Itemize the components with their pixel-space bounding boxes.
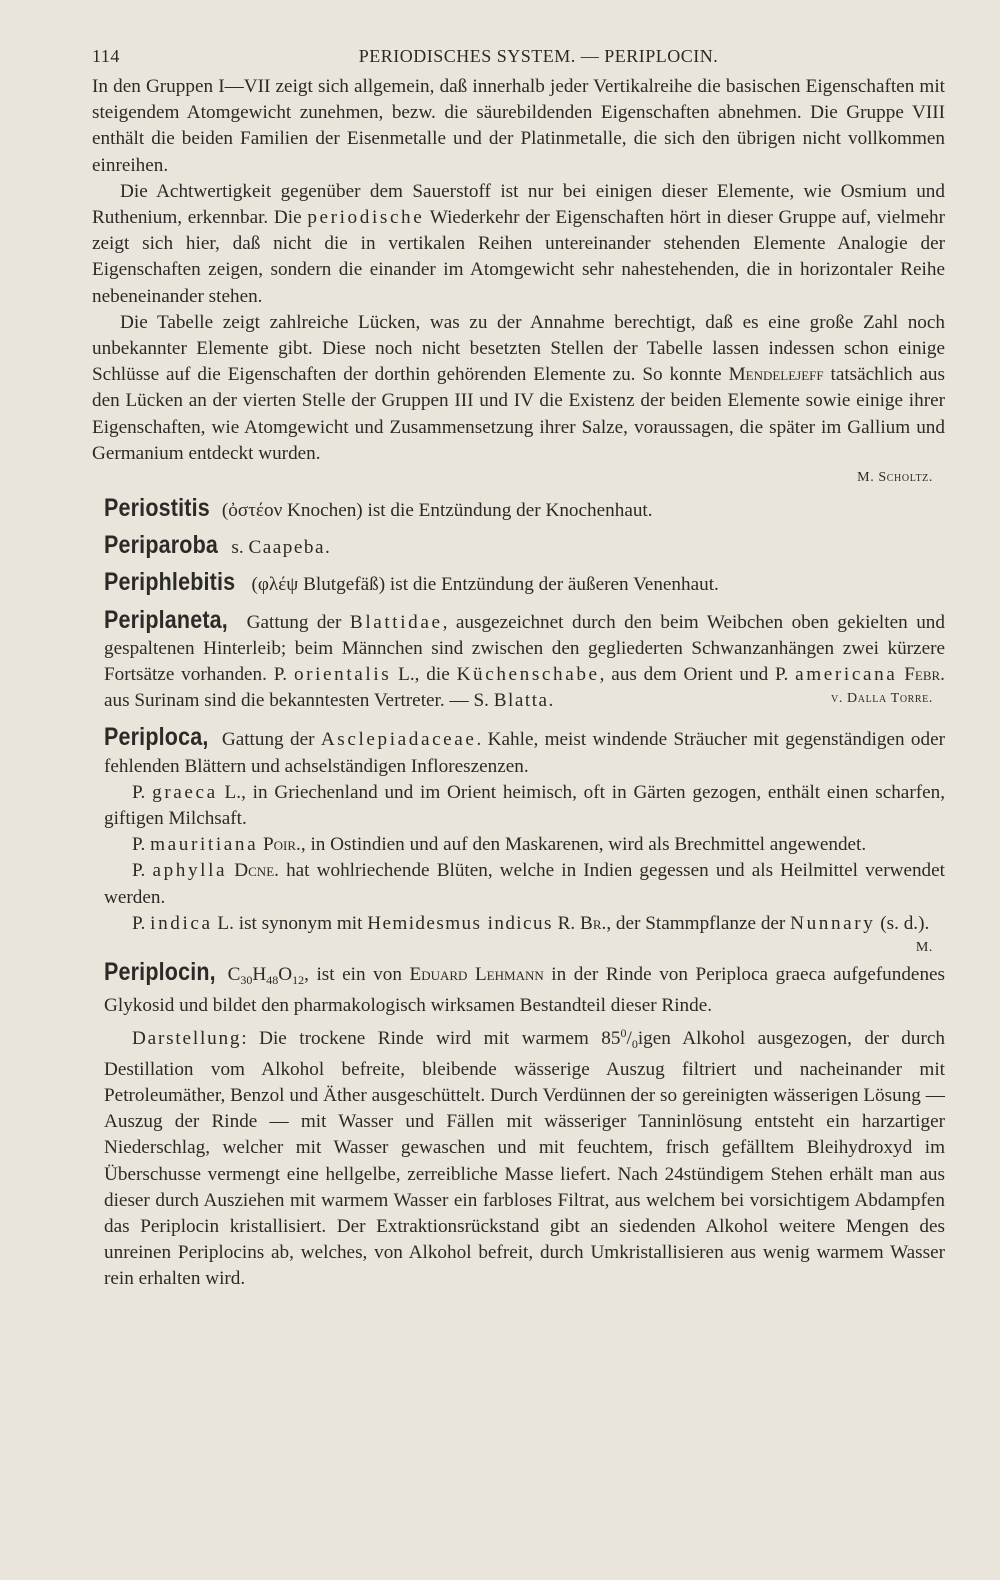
genus-abbrev: P. bbox=[132, 781, 153, 803]
text-run: Gattung der bbox=[215, 729, 321, 751]
running-title: PERIODISCHES SYSTEM. — PERIPLOCIN. bbox=[358, 46, 719, 66]
text-run: in der Rinde von Periploca graeca aufgefundenes Glykosid und bildet den pharmakologisch wirksamen Bestandteil dieser Rinde. bbox=[104, 964, 946, 1017]
text-run: Die Tabelle zeigt zahlreiche Lücken, was zu der Annahme berechtigt, daß es eine große Zahl noch unbekannter Elemente gibt. Diese noch nicht besetzten Stellen der Tabelle lassen indessen schon einige Schlüsse auf die Eigenschaften der dorthin gehörenden Elemente zu. So konnte bbox=[92, 311, 945, 386]
periploca-aphylla bbox=[92, 858, 945, 910]
periploca-graeca bbox=[92, 780, 945, 832]
genus-abbrev: P. bbox=[132, 834, 151, 856]
text-run: aus Surinam sind die bekanntesten Vertreter. — S. bbox=[104, 690, 494, 712]
text-run: . Kahle, meist windende Sträucher mit gegenständigen oder fehlenden Blättern und achselständigen Infloreszenzen. bbox=[104, 729, 945, 777]
periploca-mauritiana bbox=[92, 832, 945, 858]
headword: Periphlebitis bbox=[104, 568, 236, 597]
cross-reference: Nunnary bbox=[790, 912, 876, 934]
formula-element: H bbox=[252, 964, 267, 986]
formula-subscript: 48 bbox=[266, 973, 279, 988]
formula-subscript: 12 bbox=[292, 973, 305, 988]
text-run: Gattung der bbox=[238, 611, 350, 633]
text-run: , aus dem Orient und P. bbox=[599, 664, 796, 686]
author-name: Mendelejeff bbox=[728, 364, 824, 386]
spaced-term: periodische bbox=[307, 207, 425, 229]
text-run: , in Ostindien und auf den Maskarenen, wird als Brechmittel angewendet. bbox=[300, 834, 867, 856]
text-run: L., die bbox=[391, 664, 457, 686]
text-run: , ausgezeichnet durch den beim Weibchen oben gekielten und gespaltenen Hinterleib; beim Männchen sind zwischen den gegliederten Schwanzanhängen zwei kürzere Fortsätze vorhanden. P. bbox=[104, 611, 945, 686]
periplocin-darstellung bbox=[92, 1020, 945, 1293]
genus-abbrev: P. bbox=[132, 912, 151, 934]
common-name: Küchenschabe bbox=[456, 664, 600, 686]
author-abbrev: Br. bbox=[580, 912, 607, 934]
entry-periplaneta bbox=[92, 607, 945, 715]
percent-sub: 0 bbox=[631, 1036, 638, 1051]
headword: Periplaneta, bbox=[104, 605, 228, 634]
species-name: orientalis bbox=[293, 664, 392, 686]
intro-paragraph-1: In den Gruppen I—VII zeigt sich allgemein, daß innerhalb jeder Vertikalreihe die basischen Eigenschaften mit steigendem Atomgewicht zunehmen, bezw. die säurebildenden Eigenschaften abnehmen. Die Gruppe VIII enthält die beiden Familien der Eisenmetalle und der Platinmetalle, die sich den übrigen nicht vollkommen einreihen. bbox=[92, 76, 945, 176]
species-name: americana bbox=[795, 664, 898, 686]
page-header bbox=[92, 34, 945, 64]
entry-periploca bbox=[92, 724, 945, 779]
entry-periparoba bbox=[92, 532, 945, 561]
author-abbrev: Febr. bbox=[904, 664, 945, 686]
section-label: Darstellung bbox=[132, 1027, 242, 1049]
headword: Periparoba bbox=[104, 531, 219, 560]
family-name: Blattidae bbox=[349, 611, 443, 633]
text-run: : Die trockene Rinde wird mit warmem 85 bbox=[241, 1027, 621, 1049]
text-run: tatsächlich aus den Lücken an der vierten Stelle der Gruppen III und IV die Existenz der beiden Elemente sowie einige ihrer Eigenschaften, wie Atomgewicht und Zusammensetzung ihrer Salze, voraussagen, die später im Gallium und Germanium entdeckt wurden. bbox=[92, 364, 945, 464]
page-body bbox=[92, 74, 945, 1293]
periploca-indica bbox=[92, 911, 945, 956]
percent-slash: / bbox=[626, 1027, 632, 1049]
author-abbrev: Poir. bbox=[262, 834, 301, 856]
author-name: Eduard Lehmann bbox=[409, 964, 544, 986]
text-run: Wiederkehr der Eigenschaften hört in dieser Gruppe auf, vielmehr zeigt sich hier, daß nicht die in vertikalen Reihen untereinander stehenden Elemente Analogie der Eigenschaften zeigen, sondern die einander im Atomgewicht sehr nahestehenden, die in horizontaler Reihe nebeneinander stehen. bbox=[92, 207, 945, 307]
formula-element: O bbox=[278, 964, 293, 986]
text-run: (s. d.). bbox=[875, 912, 930, 934]
cross-reference: Caapeba. bbox=[248, 537, 332, 559]
text-run: igen Alkohol ausgezogen, der durch Destillation vom Alkohol befreite, bleibende wässerige Auszug filtriert und nacheinander mit Petroleumäther, Benzol und Äther ausgeschüttelt. Durch Verdünnen der so gereinigten wässerigen Lösung — Auszug der Rinde — mit Wasser und Fällen mit wässeriger Tanninlösung entsteht ein harzartiger Niederschlag, welcher mit Wasser gewaschen und mit feuchtem, frisch gefälltem Bleihydroxyd im Überschusse vermengt eine hellgelbe, zerreibliche Masse liefert. Nach 24stündigem Stehen erhält man aus dieser durch Ausziehen mit warmem Wasser ein farbloses Filtrat, aus welchem bei vorsichtigem Abdampfen das Periplocin kristallisiert. Der Extraktionsrückstand gibt an siedenden Alkohol weitere Mengen des unreinen Periplocins ab, welches, von Alkohol befreit, durch Umkristallisieren aus wenig warmem Wasser rein erhalten wird. bbox=[104, 1027, 945, 1290]
signature-scholtz: M. Scholtz. bbox=[857, 470, 933, 486]
entry-text: (ὀστέον Knochen) ist die Entzündung der Knochenhaut. bbox=[217, 500, 653, 522]
text-run: , der Stammpflanze der bbox=[606, 912, 791, 934]
text-run: hat wohlriechende Blüten, welche in Indien gegessen und als Heilmittel verwendet werden. bbox=[104, 860, 945, 908]
formula-element: C bbox=[227, 964, 241, 986]
species-name: mauritiana bbox=[150, 834, 259, 856]
text-run: Die Achtwertigkeit gegenüber dem Sauerstoff ist nur bei einigen dieser Elemente, wie Osmium und Ruthenium, erkennbar. Die bbox=[92, 180, 945, 229]
family-name: Asclepiadaceae bbox=[320, 729, 477, 751]
species-name: aphylla bbox=[152, 860, 228, 882]
signature-m: M. bbox=[915, 940, 933, 956]
text-run: R. bbox=[552, 912, 581, 934]
signature-dalla-torre: v. Dalla Torre. bbox=[831, 691, 933, 707]
intro-paragraph-2 bbox=[92, 179, 945, 310]
chemical-formula bbox=[227, 964, 305, 988]
text-run: , ist ein von bbox=[304, 964, 410, 986]
page-number: 114 bbox=[92, 46, 120, 66]
genus-abbrev: P. bbox=[132, 860, 153, 882]
synonym-name: Hemidesmus indicus bbox=[367, 912, 553, 934]
intro-paragraph-3 bbox=[92, 310, 945, 467]
entry-periplocin bbox=[92, 959, 945, 1019]
text-run: L. ist synonym mit bbox=[212, 912, 368, 934]
author-abbrev: Dcne. bbox=[234, 860, 279, 882]
headword: Periostitis bbox=[104, 494, 210, 523]
species-name: indica bbox=[150, 912, 213, 934]
formula-subscript: 30 bbox=[240, 973, 253, 988]
text-run: L., in Griechenland und im Orient heimisch, oft in Gärten gezogen, enthält einen scharfen, giftigen Milchsaft. bbox=[104, 781, 946, 830]
entry-periostitis bbox=[92, 495, 945, 524]
entry-text: (φλέψ Blutgefäß) ist die Entzündung der äußeren Venenhaut. bbox=[246, 574, 719, 596]
headword: Periploca, bbox=[104, 723, 209, 752]
percent-sup: 0 bbox=[620, 1025, 627, 1040]
entry-periphlebitis bbox=[92, 569, 945, 598]
cross-reference: Blatta. bbox=[493, 690, 555, 712]
entry-text: s. bbox=[226, 537, 249, 559]
species-name: graeca bbox=[152, 781, 218, 803]
headword: Periplocin, bbox=[104, 958, 216, 987]
